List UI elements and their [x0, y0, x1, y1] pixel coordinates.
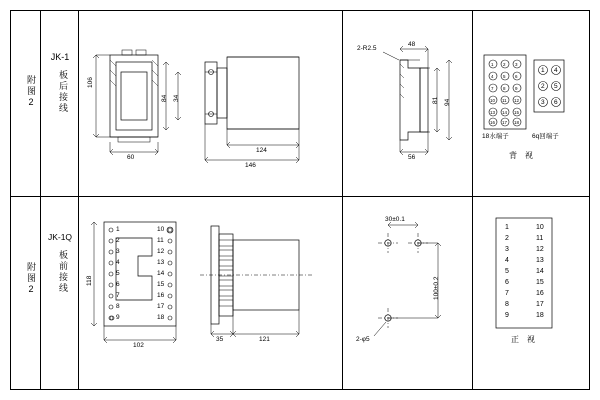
dim-side-body: 121 [259, 336, 270, 343]
term-col-right-17: 17 [536, 301, 544, 308]
pin-right-14: 14 [157, 270, 165, 277]
lterm-4: 4 [491, 74, 494, 79]
lterm-7: 7 [491, 86, 494, 91]
jk1q-mounting-hole-view [374, 222, 441, 336]
lterm-10: 10 [490, 98, 496, 103]
pin-right-13: 13 [157, 259, 165, 266]
term-col-left-3: 3 [505, 246, 509, 253]
term-col-left-8: 8 [505, 301, 509, 308]
dim-cut-width: 48 [408, 41, 416, 48]
dim-hole-pitch-h: 30±0.1 [385, 216, 405, 223]
dim-front-height-inner: 84 [161, 94, 168, 102]
lterm-14: 14 [502, 110, 508, 115]
pin-left-5: 5 [116, 270, 120, 277]
dim-front-height-outer: 106 [87, 77, 94, 88]
term-col-left-9: 9 [505, 312, 509, 319]
term-col-right-12: 12 [536, 246, 544, 253]
dim-side-flange: 35 [216, 336, 224, 343]
term-col-left-5: 5 [505, 268, 509, 275]
dim-cut-radius: 2-R2.5 [357, 45, 377, 52]
jk1-panel-cutout-view [383, 46, 452, 155]
dim-total-width: 146 [245, 162, 256, 169]
term-col-right-10: 10 [536, 224, 544, 231]
lterm-8: 8 [503, 86, 506, 91]
dim-hole-spec: 2-φ5 [356, 336, 370, 343]
row1-type-code: JK-1 [50, 52, 70, 62]
term-col-left-6: 6 [505, 279, 509, 286]
row2-terminal-bottom-caption: 正 视 [511, 335, 535, 344]
terminal-right-caption: 6q回端子 [532, 133, 559, 140]
lterm-17: 17 [502, 120, 508, 125]
lterm-12: 12 [514, 98, 520, 103]
dim-front-height-2: 118 [86, 275, 93, 286]
row2-type-suffix: 板前接线 [58, 250, 68, 294]
lterm-15: 15 [514, 110, 520, 115]
dim-front-height-inner2: 34 [173, 94, 180, 102]
pin-right-16: 16 [157, 292, 165, 299]
term-col-right-14: 14 [536, 268, 544, 275]
pin-left-2: 2 [116, 237, 120, 244]
lterm-1: 1 [491, 62, 494, 67]
term-col-left-7: 7 [505, 290, 509, 297]
rterm-6: 6 [554, 99, 558, 106]
lterm-11: 11 [502, 98, 507, 103]
term-col-right-16: 16 [536, 290, 544, 297]
term-col-left-4: 4 [505, 257, 509, 264]
dim-hole-pitch-v: 100±0.2 [433, 276, 440, 300]
rterm-1: 1 [541, 67, 545, 74]
lterm-2: 2 [503, 62, 506, 67]
term-col-right-11: 11 [536, 235, 544, 242]
pin-right-17: 17 [157, 303, 165, 310]
dim-panel-height-outer: 94 [444, 98, 451, 106]
lterm-13: 13 [490, 110, 496, 115]
dim-side-width: 124 [256, 147, 267, 154]
jk1-side-view [205, 57, 299, 163]
pin-left-9: 9 [116, 314, 120, 321]
pin-left-6: 6 [116, 281, 120, 288]
jk1q-side-view [200, 226, 312, 337]
row1-terminal-bottom-caption: 背 视 [509, 151, 533, 160]
lterm-18: 18 [514, 120, 520, 125]
dim-front-width: 60 [127, 154, 135, 161]
rterm-3: 3 [541, 99, 545, 106]
lterm-3: 3 [515, 62, 518, 67]
term-col-left-2: 2 [505, 235, 509, 242]
lterm-5: 5 [503, 74, 506, 79]
rterm-2: 2 [541, 83, 545, 90]
jk1-front-view [93, 50, 181, 155]
dim-front-width-2: 102 [133, 342, 144, 349]
term-col-right-18: 18 [536, 312, 544, 319]
rterm-4: 4 [554, 67, 558, 74]
pin-left-3: 3 [116, 248, 120, 255]
term-col-right-15: 15 [536, 279, 544, 286]
pin-right-12: 12 [157, 248, 165, 255]
dim-panel-width: 56 [408, 154, 416, 161]
row2-left-label: 附图2 [26, 262, 36, 296]
pin-right-18: 18 [157, 314, 165, 321]
pin-left-4: 4 [116, 259, 120, 266]
pin-left-1: 1 [116, 226, 120, 233]
pin-left-7: 7 [116, 292, 120, 299]
pin-right-15: 15 [157, 281, 165, 288]
term-col-right-13: 13 [536, 257, 544, 264]
pin-right-11: 11 [157, 237, 164, 244]
rterm-5: 5 [554, 83, 558, 90]
lterm-6: 6 [515, 74, 518, 79]
row1-type-suffix: 板后接线 [58, 70, 68, 114]
lterm-16: 16 [490, 120, 496, 125]
pin-left-8: 8 [116, 303, 120, 310]
lterm-9: 9 [515, 86, 518, 91]
jk1-terminal-blocks [484, 55, 564, 129]
dim-panel-height-inner: 81 [432, 96, 439, 104]
pin-right-10: 10 [157, 226, 165, 233]
terminal-left-caption: 18水端子 [482, 133, 509, 140]
row1-left-label: 附图2 [26, 75, 36, 109]
term-col-left-1: 1 [505, 224, 509, 231]
row2-type-code: JK-1Q [47, 232, 73, 242]
